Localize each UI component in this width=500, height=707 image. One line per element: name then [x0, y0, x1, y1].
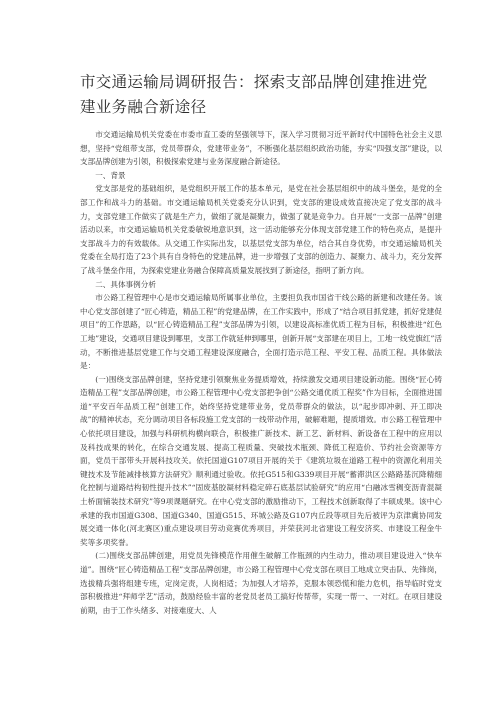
section-heading-case-analysis: 二、具体事例分析 — [95, 279, 156, 289]
case-point-one-paragraph: (一)围绕支部品牌创建，坚持党建引领聚焦业务提质增效，持续激发交通项目建设新动能。围绕“匠心铸造精品工程”支部品牌创建，市公路工程管理中心党支部把争创“公路交通优质工程奖”作为目标，全面推进国道“平安百年品质工程”创建工作，始终坚持党建带业务，党员带群众的做法，以“起步即冲刺、开工即决战”的精神状态，充分调动项目各标段施工党支部的一线带动作用，破解难题，提质增效。市公路工程管理中心依托项目建设，加强与科研机构横向联合，积极推广新技术、新工艺、新材料、新设备在工程中的应用以及科技成果的转化，在综合交通发展、提高工程质量、突破技术瓶颈、降低工程造价、节约社会资源等方面，党员干部带头开展科技攻关。依托国道G107项目开展的关于《建筑垃圾在道路工程中的资源化利用关键技术及节能减排核算方法研究》顺利通过验收。依托G515和G339项目开展“蓄滞洪区公路路基沉降精细化控制与道路结构韧性提升技术”“固废基胶凝材料稳定碎石底基层试验研究”的应用“白融冰雪稠变沥青混凝土桥面铺装技术研究”等9项课题研究。在中心党支部的激励推动下，工程技术创新取得了丰硕成果。该中心承建的我市国道G308、国道G340、国道G515、环城公路及G107内丘段等项目先后被评为京津冀协同发展交通一体化(河北赛区)重点建设项目劳动竞赛优秀项目，并荣获河北省建设工程安济奖、市建设工程金牛奖等多项奖誉。 — [80, 374, 442, 547]
document-title: 市交通运输局调研报告：探索支部品牌创建推进党建业务融合新途径 — [80, 73, 428, 116]
intro-paragraph: 市交通运输局机关党委在市委市直工委的坚强领导下，深入学习贯彻习近平新时代中国特色社会主义思想，坚持“党组带支部，党员带群众，党建带业务”，不断强化基层组织政治功能，夯实“四强支部”建设，以支部品牌创建为引领，积极探索党建与业务深度融合新途径。 — [80, 130, 442, 167]
case-point-two-paragraph: (二)围绕支部品牌创建，用党员先锋模范作用催生破解工作瓶颈的内生动力，推动项目建设进入“快车道”。围绕“匠心铸造精品工程”支部品牌创建，市公路工程管理中心党支部在项目工地成立突击队、先锋岗，选拔精兵强将组建专班，定岗定责，人岗相适；为加强人才培养，克服本领恐慌和能力危机，指导临时党支部积极推进“拜师学艺”活动，鼓励经验丰富的老党员老员工搞好传帮带，实现一帮一、一对红。在项目建设前期，由于工作头绪多、对接难度大、人 — [80, 551, 442, 615]
section-heading-background: 一、背景 — [95, 170, 126, 180]
document-body — [80, 128, 442, 617]
background-paragraph: 党支部是党的基础组织，是党组织开展工作的基本单元，是党在社会基层组织中的战斗堡垒，是党的全部工作和战斗力的基础。市交通运输局机关党委充分认识到，党支部的建设成效直接决定了党支部的战斗力，支部党建工作做实了就是生产力，做细了就是凝聚力，做强了就是竞争力。自开展“一支部一品牌”创建活动以来，市交通运输局机关党委敏锐地意识到，这一活动能够充分体现支部党建工作的特色亮点，是提升支部战斗力的有效载体。从交通工作实际出发，以基层党支部为单位，结合其自身优势，市交通运输局机关党委在全局打造了23个具有自身特色的党建品牌，进一步增强了支部的创造力、凝聚力、战斗力，充分发挥了战斗堡垒作用，为探索党建业务融合保障高质量发展找到了新途径，指明了新方向。 — [80, 184, 442, 275]
case-intro-paragraph: 市公路工程管理中心是市交通运输局所属事业单位，主要担负我市国省干线公路的新建和改建任务。该中心党支部创建了“匠心铸造，精品工程”的党建品牌，在工作实践中，形成了“结合项目抓党建，抓好党建促项目”的工作思路，以“匠心铸造精品工程”支部品牌为引领，以建设高标准优质工程为目标，积极推进“红色工地”建设，交通项目建设到哪里，支部工作就延伸到哪里，创新开展“支部建在项目上，工地一线党旗红”活动，不断推进基层党建工作与交通工程建设深度融合，全面打造示范工程、平安工程、品质工程。具体做法是： — [80, 293, 442, 371]
